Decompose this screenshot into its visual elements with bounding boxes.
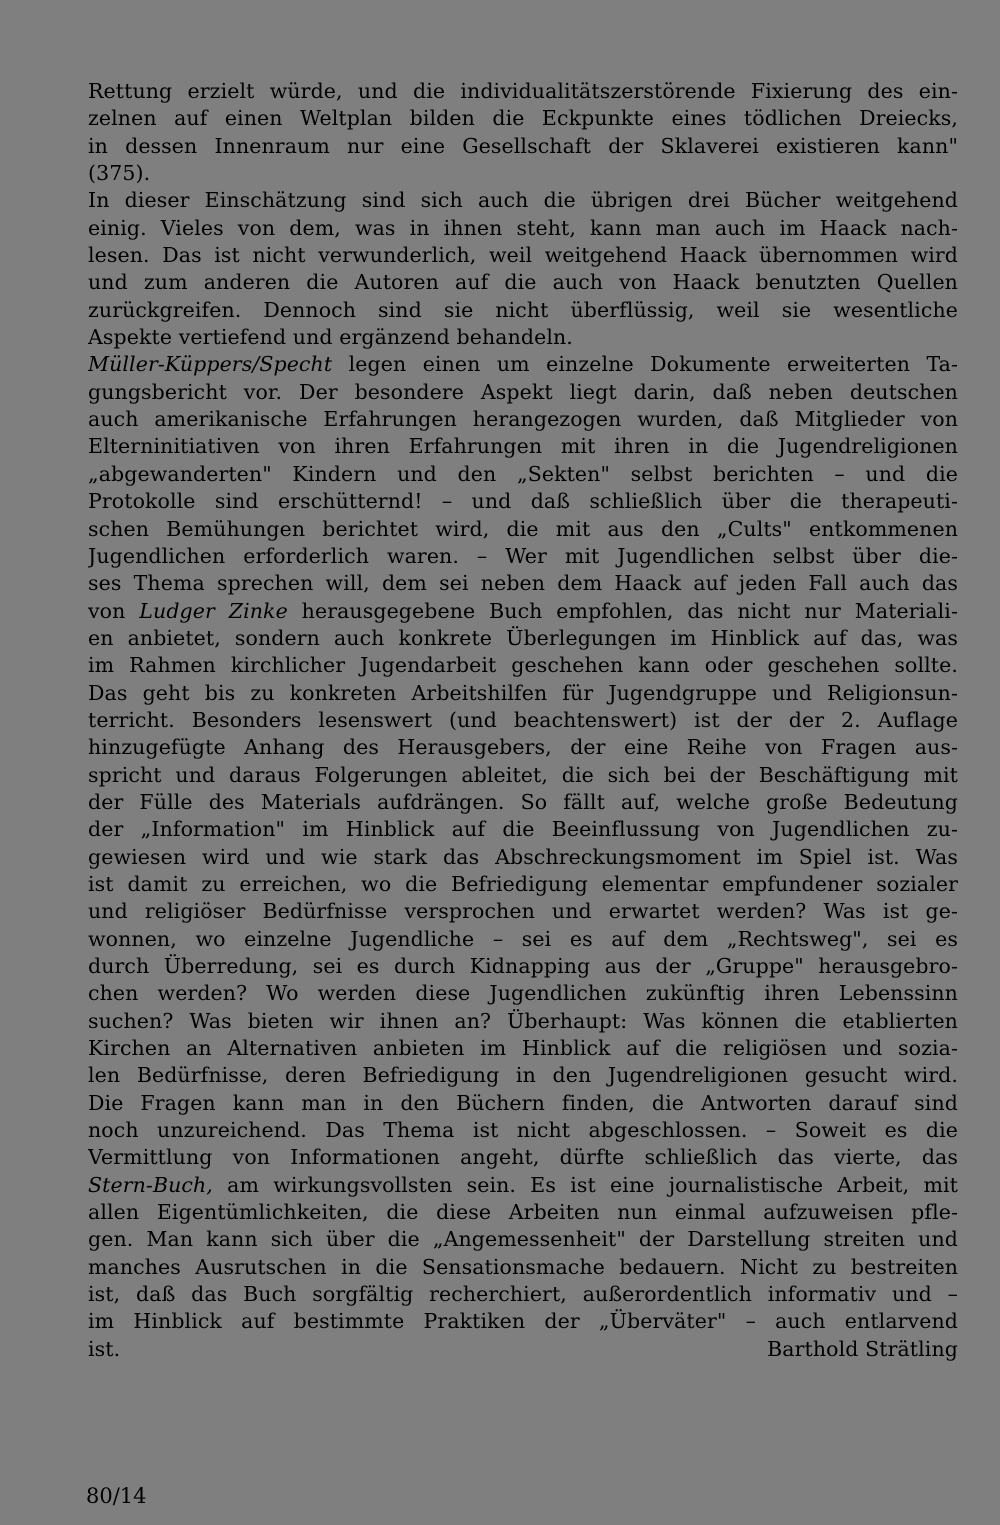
text-line xyxy=(88,351,958,378)
text-line xyxy=(88,598,958,625)
author-signature: Barthold Strätling xyxy=(767,1336,958,1361)
text-line: und zum anderen die Autoren auf die auch von Haack benutzten Quellen xyxy=(88,270,958,295)
text-fragment: von xyxy=(88,598,126,623)
text-line: terricht. Besonders lesenswert (und beachtenswert) ist der der 2. Auflage xyxy=(88,707,958,732)
text-line: Kirchen an Alternativen anbieten im Hinblick auf die religiösen und sozia- xyxy=(88,1036,958,1061)
text-line: gen. Man kann sich über die „Angemessenheit" der Darstellung streiten und xyxy=(88,1227,958,1252)
text-line: im Hinblick auf bestimmte Praktiken der „Überväter" – auch entlarvend xyxy=(88,1309,958,1334)
text-line: Jugendlichen erforderlich waren. – Wer mit Jugendlichen selbst über die- xyxy=(88,543,958,568)
text-line: suchen? Was bieten wir ihnen an? Überhaupt: Was können die etablierten xyxy=(88,1008,958,1033)
text-line: allen Eigentümlichkeiten, die diese Arbeiten nun einmal aufzuweisen pfle- xyxy=(88,1200,958,1225)
text-line: noch unzureichend. Das Thema ist nicht abgeschlossen. – Soweit es die xyxy=(88,1118,958,1143)
text-line: len Bedürfnisse, deren Befriedigung in den Jugendreligionen gesucht wird. xyxy=(88,1063,958,1088)
text-line: Vermittlung von Informationen angeht, dürfte schließlich das vierte, das xyxy=(88,1145,958,1170)
text-line: ist, daß das Buch sorgfältig recherchiert, außerordentlich informativ und – xyxy=(88,1282,958,1307)
text-line: ses Thema sprechen will, dem sei neben dem Haack auf jeden Fall auch das xyxy=(88,571,958,596)
page-number: 80/14 xyxy=(86,1484,147,1508)
text-line: spricht und daraus Folgerungen ableitet, die sich bei der Beschäftigung mit xyxy=(88,762,958,787)
text-line: Aspekte vertiefend und ergänzend behandeln. xyxy=(88,325,573,350)
text-fragment: ist. xyxy=(88,1336,121,1361)
text-line: „abgewanderten" Kindern und den „Sekten" selbst berichten – und die xyxy=(88,461,958,486)
text-line: der Fülle des Materials aufdrängen. So fällt auf, welche große Bedeutung xyxy=(88,789,958,814)
text-line: hinzugefügte Anhang des Herausgebers, der eine Reihe von Fragen aus- xyxy=(88,735,958,760)
editor-name-italic: Ludger Zinke xyxy=(139,598,288,623)
text-line: lesen. Das ist nicht verwunderlich, weil weitgehend Haack übernommen wird xyxy=(88,243,958,268)
text-line: der „Information" im Hinblick auf die Beeinflussung von Jugendlichen zu- xyxy=(88,817,958,842)
text-line: zelnen auf einen Weltplan bilden die Eckpunkte eines tödlichen Dreiecks, xyxy=(88,106,958,131)
text-line: Rettung erzielt würde, und die individualitätszerstörende Fixierung des ein- xyxy=(88,79,958,103)
text-line: gungsbericht vor. Der besondere Aspekt liegt darin, daß neben deutschen xyxy=(88,379,958,404)
text-line: in dessen Innenraum nur eine Gesellschaft der Sklaverei existieren kann" xyxy=(88,133,958,158)
article-body xyxy=(88,78,958,1363)
text-line: Elterninitiativen von ihren Erfahrungen mit ihren in die Jugendreligionen xyxy=(88,434,958,459)
text-line: Protokolle sind erschütternd! – und daß schließlich über die therapeuti- xyxy=(88,489,958,514)
text-fragment: herausgegebene Buch empfohlen, das nicht nur Materiali- xyxy=(301,598,958,623)
text-line: (375). xyxy=(88,161,151,186)
text-line: gewiesen wird und wie stark das Abschreckungsmoment im Spiel ist. Was xyxy=(88,844,958,869)
text-line: wonnen, wo einzelne Jugendliche – sei es auf dem „Rechtsweg", sei es xyxy=(88,926,958,951)
text-line: und religiöser Bedürfnisse versprochen und erwartet werden? Was ist ge- xyxy=(88,899,958,924)
text-line xyxy=(88,1172,958,1199)
text-line: durch Überredung, sei es durch Kidnapping aus der „Gruppe" herausgebro- xyxy=(88,954,958,978)
text-line: en anbietet, sondern auch konkrete Überlegungen im Hinblick auf das, was xyxy=(88,625,958,650)
book-title-italic: Stern-Buch, xyxy=(88,1172,213,1197)
text-line xyxy=(88,1336,958,1363)
text-line: manches Ausrutschen in die Sensationsmache bedauern. Nicht zu bestreiten xyxy=(88,1254,958,1279)
text-line: Die Fragen kann man in den Büchern finden, die Antworten darauf sind xyxy=(88,1090,958,1115)
text-line: schen Bemühungen berichtet wird, die mit aus den „Cults" entkommenen xyxy=(88,516,958,541)
text-line: ist damit zu erreichen, wo die Befriedigung elementar empfundener sozialer xyxy=(88,871,958,896)
text-line: auch amerikanische Erfahrungen herangezogen wurden, daß Mitglieder von xyxy=(88,407,958,432)
text-fragment: am wirkungsvollsten sein. Es ist eine journalistische Arbeit, mit xyxy=(227,1172,958,1197)
text-fragment: legen einen um einzelne Dokumente erweiterten Ta- xyxy=(348,352,958,377)
text-line: im Rahmen kirchlicher Jugendarbeit geschehen kann oder geschehen sollte. xyxy=(88,653,958,678)
author-names-italic: Müller-Küppers/Specht xyxy=(88,352,333,377)
text-line: einig. Vieles von dem, was in ihnen steht, kann man auch im Haack nach- xyxy=(88,215,958,240)
text-line: In dieser Einschätzung sind sich auch die übrigen drei Bücher weitgehend xyxy=(88,188,958,213)
text-line: chen werden? Wo werden diese Jugendlichen zukünftig ihren Lebenssinn xyxy=(88,981,958,1006)
text-line: Das geht bis zu konkreten Arbeitshilfen für Jugendgruppe und Religionsun- xyxy=(88,680,958,705)
text-line: zurückgreifen. Dennoch sind sie nicht überflüssig, weil sie wesentliche xyxy=(88,297,958,322)
